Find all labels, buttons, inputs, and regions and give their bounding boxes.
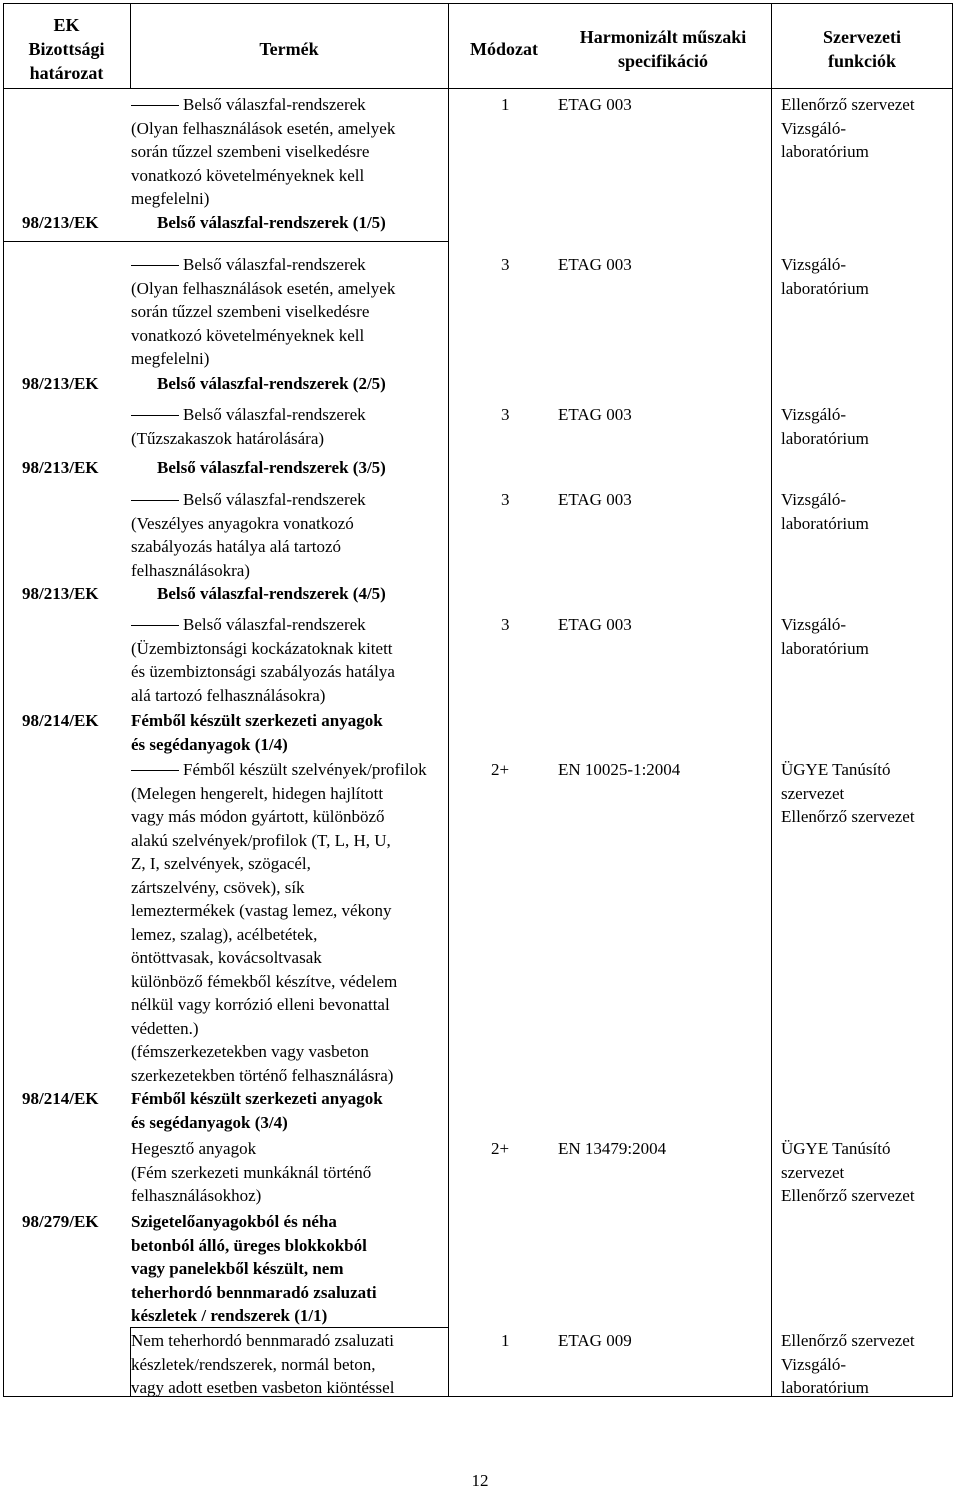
cell-divider bbox=[130, 1327, 131, 1397]
decision-number: 98/214/EK bbox=[22, 711, 99, 730]
spec-value: ETAG 003 bbox=[558, 255, 632, 274]
functions-cell: Ellenőrző szervezet Vizsgáló- laboratórium bbox=[781, 1331, 915, 1397]
decision-number: 98/214/EK bbox=[22, 1089, 99, 1108]
product-cell: Nem teherhordó bennmaradó zsaluzati készletek/rendszerek, normál beton, vagy adott esetben vasbeton kiöntéssel bbox=[131, 1331, 395, 1397]
mode-value: 3 bbox=[501, 405, 510, 424]
functions-cell: ÜGYE Tanúsító szervezet Ellenőrző szervezet bbox=[781, 760, 915, 826]
functions-cell: Ellenőrző szervezet Vizsgáló- laboratórium bbox=[781, 95, 915, 161]
spec-value: ETAG 003 bbox=[558, 405, 632, 424]
decision-number: 98/213/EK bbox=[22, 584, 99, 603]
header-product: Termék bbox=[259, 39, 319, 59]
product-group: Fémből készült szerkezeti anyagok és segédanyagok (3/4) bbox=[131, 1089, 383, 1132]
functions-cell: Vizsgáló- laboratórium bbox=[781, 490, 869, 533]
functions-cell: Vizsgáló- laboratórium bbox=[781, 255, 869, 298]
mode-value: 3 bbox=[501, 615, 510, 634]
spec-value: ETAG 009 bbox=[558, 1331, 632, 1350]
product-cell: Belső válaszfal-rendszerek (Olyan felhasználások esetén, amelyek során tűzzel szembeni viselkedésre vonatkozó követelményeknek kell megfelelni) bbox=[131, 95, 396, 208]
product-cell: Belső válaszfal-rendszerek (Üzembiztonsági kockázatoknak kitett és üzembiztonsági szabályozás hatálya alá tartozó felhasználásokra) bbox=[131, 615, 395, 705]
spec-value: EN 10025-1:2004 bbox=[558, 760, 681, 779]
product-cell: Fémből készült szelvények/profilok (Melegen hengerelt, hidegen hajlított vagy más módon gyártott, különböző alakú szelvények/profilok (T, L, H, U, Z, I, szelvények, szögacél, zártszelvény, csövek), sík lemeztermékek (vastag lemez, vékony lemez, szalag), acélbetétek, öntöttvasak, kovácsoltvasak különböző fémekből készítve, védelem nélkül vagy korrózió elleni bevonattal védetten.) (fémszerkezetekben vagy vasbeton szerkezetekben történő felhasználásra) bbox=[131, 760, 427, 1085]
header-spec: Harmonizált műszaki specifikáció bbox=[579, 27, 747, 71]
mode-value: 2+ bbox=[491, 1139, 510, 1158]
mode-value: 1 bbox=[501, 95, 510, 114]
spec-value: ETAG 003 bbox=[558, 615, 632, 634]
page-number: 12 bbox=[471, 1471, 489, 1490]
column-divider-product bbox=[448, 3, 449, 1397]
decision-number: 98/213/EK bbox=[22, 213, 99, 232]
column-divider-spec bbox=[771, 3, 772, 1397]
functions-cell: Vizsgáló- laboratórium bbox=[781, 615, 869, 658]
header-mode: Módozat bbox=[470, 39, 538, 59]
product-group: Belső válaszfal-rendszerek (1/5) bbox=[157, 213, 386, 232]
mode-value: 2+ bbox=[491, 760, 510, 779]
header-decision: EK Bizottsági határozat bbox=[28, 15, 105, 83]
product-group: Belső válaszfal-rendszerek (3/5) bbox=[157, 458, 386, 477]
product-cell: Belső válaszfal-rendszerek (Olyan felhasználások esetén, amelyek során tűzzel szembeni viselkedésre vonatkozó követelményeknek kell megfelelni) bbox=[131, 255, 396, 368]
product-cell: Belső válaszfal-rendszerek (Tűzszakaszok határolására) bbox=[131, 405, 366, 448]
mode-value: 3 bbox=[501, 255, 510, 274]
row-rule bbox=[3, 241, 448, 242]
spec-value: ETAG 003 bbox=[558, 490, 632, 509]
functions-cell: Vizsgáló- laboratórium bbox=[781, 405, 869, 448]
row-rule bbox=[130, 1327, 448, 1328]
decision-number: 98/279/EK bbox=[22, 1212, 99, 1231]
mode-value: 1 bbox=[501, 1331, 510, 1350]
mode-value: 3 bbox=[501, 490, 510, 509]
spec-value: ETAG 003 bbox=[558, 95, 632, 114]
header-functions: Szervezeti funkciók bbox=[823, 27, 901, 71]
product-cell: Hegesztő anyagok (Fém szerkezeti munkáknál történő felhasználásokhoz) bbox=[131, 1139, 372, 1205]
product-group: Belső válaszfal-rendszerek (4/5) bbox=[157, 584, 386, 603]
header-bottom-rule bbox=[3, 88, 953, 89]
product-group: Belső válaszfal-rendszerek (2/5) bbox=[157, 374, 386, 393]
decision-number: 98/213/EK bbox=[22, 374, 99, 393]
functions-cell: ÜGYE Tanúsító szervezet Ellenőrző szervezet bbox=[781, 1139, 915, 1205]
product-cell: Belső válaszfal-rendszerek (Veszélyes anyagokra vonatkozó szabályozás hatálya alá tartozó felhasználásokra) bbox=[131, 490, 366, 580]
product-group: Fémből készült szerkezeti anyagok és segédanyagok (1/4) bbox=[131, 711, 383, 754]
decision-number: 98/213/EK bbox=[22, 458, 99, 477]
product-group: Szigetelőanyagokból és néha betonból álló, üreges blokkokból vagy panelekből készült, nem teherhordó bennmaradó zsaluzati készletek / rendszerek (1/1) bbox=[131, 1212, 377, 1325]
spec-value: EN 13479:2004 bbox=[558, 1139, 667, 1158]
